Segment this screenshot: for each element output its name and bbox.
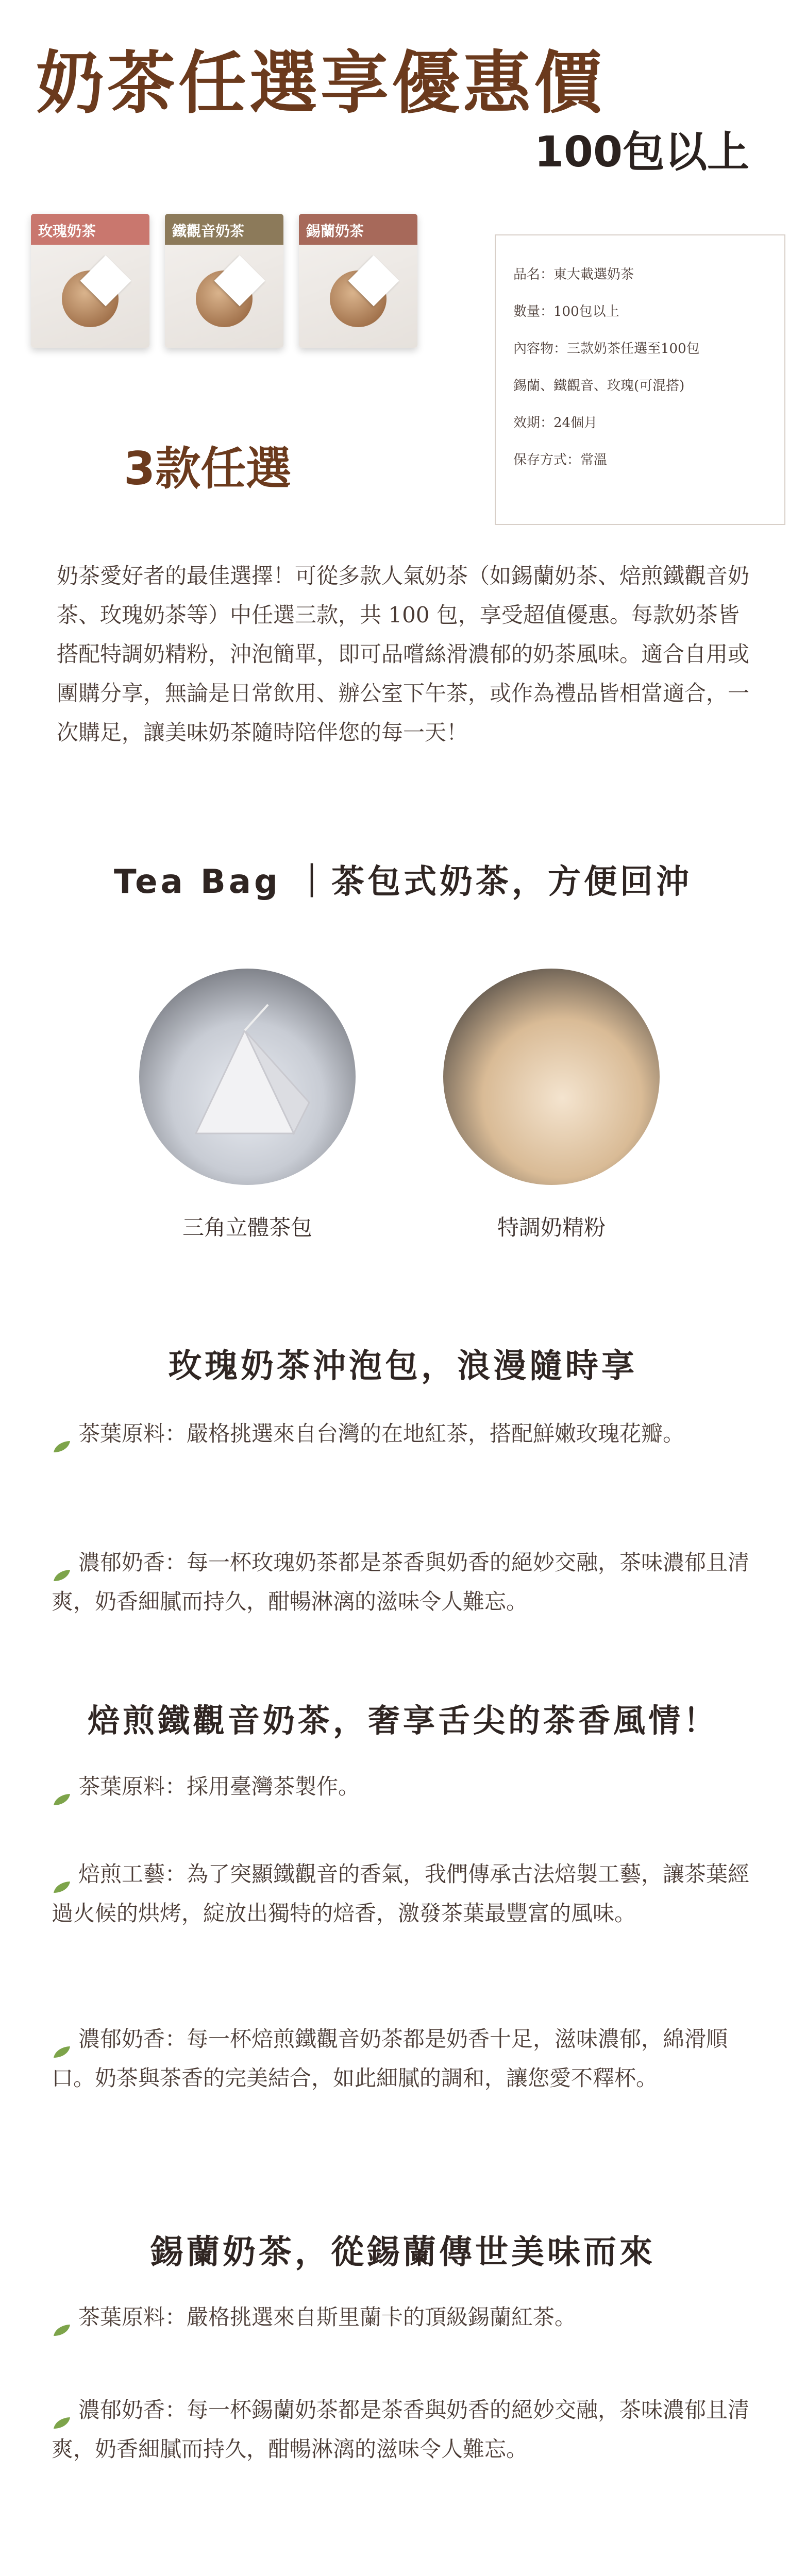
pack-rose <box>31 214 149 348</box>
ceylon-item-2: 濃郁奶香：每一杯錫蘭奶茶都是茶香與奶香的絕妙交融，茶味濃郁且清爽，奶香細膩而持久，酣暢淋漓的滋味令人難忘。 <box>52 2397 750 2462</box>
teabag-caption: 三角立體茶包 <box>182 1215 312 1240</box>
rose-item-2: 濃郁奶香：每一杯玫瑰奶茶都是茶香與奶香的絕妙交融，茶味濃郁且清爽，奶香細膩而持久，酣暢淋漓的滋味令人難忘。 <box>52 1550 750 1614</box>
three-choice-label: 3款任選 <box>124 442 292 495</box>
info-line: 錫蘭、鐵觀音、玫瑰(可混搭) <box>513 378 685 394</box>
hero-subtitle: 100包以上 <box>534 128 749 177</box>
tea-leaf-icon <box>52 2311 72 2327</box>
tea-leaf-icon <box>52 2033 72 2048</box>
info-line: 數量：100包以上 <box>513 304 619 319</box>
info-line: 效期：24個月 <box>513 415 598 431</box>
oolong-title: 焙煎鐵觀音奶茶，奢享舌尖的茶香風情！ <box>87 1702 718 1739</box>
rose-item-1: 茶葉原料：嚴格挑選來自台灣的在地紅茶，搭配鮮嫩玫瑰花瓣。 <box>52 1414 752 1453</box>
pack-ceylon <box>299 214 417 348</box>
intro-paragraph: 奶茶愛好者的最佳選擇！可從多款人氣奶茶（如錫蘭奶茶、焙煎鐵觀音奶茶、玫瑰奶茶等）中任選三款，共 100 包，享受超值優惠。每款奶茶皆搭配特調奶精粉，沖泡簡單，即可品嚐絲滑濃郁的奶茶風味。適合自用或團購分享，無論是日常飲用、辦公室下午茶，或作為禮品皆相當適合，一次購足，讓美味奶茶隨時陪伴您的每一天！ <box>57 563 750 745</box>
pack-label: 錫蘭奶茶 <box>306 223 364 240</box>
pack-label: 鐵觀音奶茶 <box>172 223 245 240</box>
tea-leaf-icon <box>52 1428 72 1443</box>
info-line: 保存方式：常溫 <box>513 452 608 468</box>
ceylon-item-1: 茶葉原料：嚴格挑選來自斯里蘭卡的頂級錫蘭紅茶。 <box>52 2298 752 2337</box>
product-info-box <box>495 234 785 525</box>
rose-title: 玫瑰奶茶沖泡包，浪漫隨時享 <box>169 1347 637 1385</box>
tea-leaf-icon <box>52 1868 72 1884</box>
tea-leaf-icon <box>52 1556 72 1572</box>
oolong-item-1: 茶葉原料：採用臺灣茶製作。 <box>52 1767 752 1806</box>
creamer-caption: 特調奶精粉 <box>497 1215 606 1240</box>
product-packs <box>31 204 474 348</box>
oolong-item-3: 濃郁奶香：每一杯焙煎鐵觀音奶茶都是奶香十足，滋味濃郁，綿滑順口。奶茶與茶香的完美結合，如此細膩的調和，讓您愛不釋杯。 <box>52 2026 728 2091</box>
hero-title: 奶茶任選享優惠價 <box>36 44 605 123</box>
info-line: 品名：東大載選奶茶 <box>513 267 634 282</box>
tea-leaf-icon <box>52 2404 72 2419</box>
creamer-powder-image <box>443 969 660 1185</box>
ceylon-title: 錫蘭奶茶，從錫蘭傳世美味而來 <box>150 2233 656 2272</box>
info-line: 內容物：三款奶茶任選至100包 <box>513 341 700 357</box>
teabag-title: Tea Bag ｜茶包式奶茶，方便回沖 <box>113 863 693 901</box>
pyramid-teabag-icon <box>139 969 356 1185</box>
pack-oolong <box>165 214 283 348</box>
tea-leaf-icon <box>52 1781 72 1796</box>
teabag-image <box>139 969 356 1185</box>
pack-label: 玫瑰奶茶 <box>38 223 96 240</box>
oolong-item-2: 焙煎工藝：為了突顯鐵觀音的香氣，我們傳承古法焙製工藝，讓茶葉經過火候的烘烤，綻放出獨特的焙香，激發茶葉最豐富的風味。 <box>52 1861 750 1926</box>
